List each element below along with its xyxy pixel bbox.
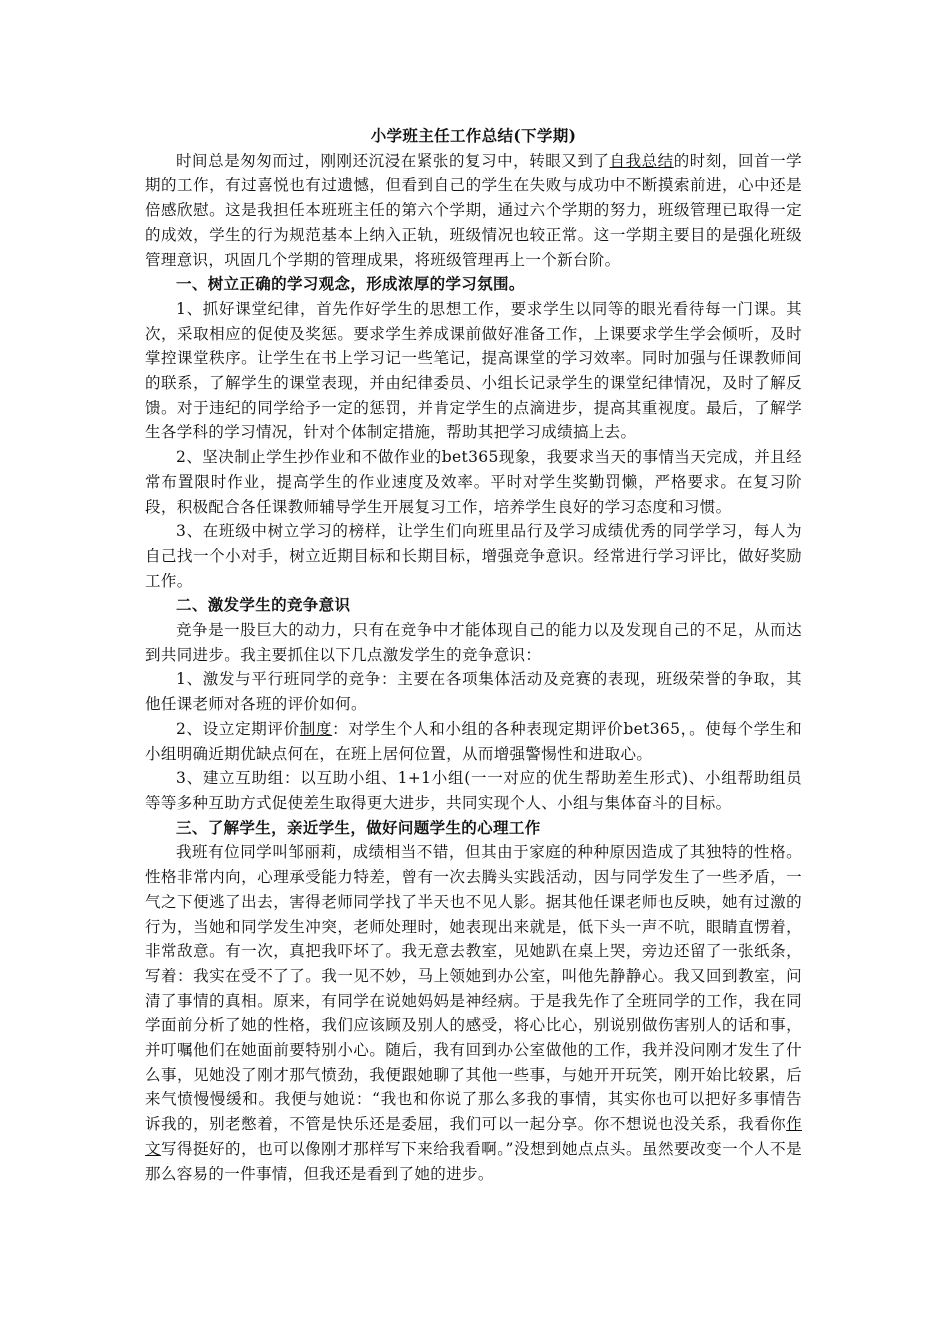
section-2-paragraph-3: 3、建立互助组：以互助小组、1+1小组(一一对应的优生帮助差生形式)、小组帮助组员等等多种互助方式促使差生取得更大进步，共同实现个人、小组与集体奋斗的目标。	[145, 769, 802, 812]
intro-text-1: 时间总是匆匆而过，刚刚还沉浸在紧张的复习中，转眼又到了	[176, 151, 610, 170]
section-2-p2-text-2: ：对学生个人和小组的各种表现定期评价bet365，。使每个学生和小组明确近期优缺点何在，在班上居何位置，从而增强警惕性和进取心。	[145, 719, 802, 763]
intro-paragraph	[145, 149, 802, 273]
section-1-paragraph-3: 3、在班级中树立学习的榜样，让学生们向班里品行及学习成绩优秀的同学学习，每人为自己找一个小对手，树立近期目标和长期目标，增强竞争意识。经常进行学习评比，做好奖励工作。	[145, 522, 802, 590]
intro-text-2: 的时刻，回首一学期的工作，有过喜悦也有过遗憾，但看到自己的学生在失败与成功中不断摸索前进，心中还是倍感欣慰。这是我担任本班班主任的第六个学期，通过六个学期的努力，班级管理已取得一定的成效，学生的行为规范基本上纳入正轨，班级情况也较正常。这一学期主要目的是强化班级管理意识，巩固几个学期的管理成果，将班级管理再上一个新台阶。	[145, 151, 802, 269]
section-3-heading: 三、了解学生，亲近学生，做好问题学生的心理工作	[176, 817, 541, 837]
document-page	[145, 124, 802, 1186]
section-3-paragraph-1	[145, 840, 802, 1186]
section-3-p1-text-2: 写得挺好的，也可以像刚才那样写下来给我看啊。”没想到她点点头。虽然要改变一个人不是那么容易的一件事情，但我还是看到了她的进步。	[145, 1139, 802, 1183]
section-2-intro: 竞争是一股巨大的动力，只有在竞争中才能体现自己的能力以及发现自己的不足，从而达到共同进步。我主要抓住以下几点激发学生的竞争意识：	[145, 621, 802, 664]
document-title: 小学班主任工作总结(下学期)	[370, 126, 577, 145]
section-1-heading: 一、树立正确的学习观念，形成浓厚的学习氛围。	[176, 274, 525, 294]
composition-link[interactable]: 作文	[145, 1115, 802, 1158]
system-link[interactable]: 制度	[299, 719, 333, 738]
section-1-paragraph-2: 2、坚决制止学生抄作业和不做作业的bet365现象，我要求当天的事情当天完成，并且经常布置限时作业，提高学生的作业速度及效率。平时对学生奖勤罚懒，严格要求。在复习阶段，积极配合各任课教师辅导学生开展复习工作，培养学生良好的学习态度和习惯。	[145, 448, 802, 516]
section-2-heading: 二、激发学生的竞争意识	[176, 595, 351, 615]
section-2-p2-text-1: 2、设立定期评价	[176, 719, 300, 738]
section-3-p1-text-1: 我班有位同学叫邹丽莉，成绩相当不错，但其由于家庭的种种原因造成了其独特的性格。性格非常内向，心理承受能力特差，曾有一次去腾头实践活动，因与同学发生了一些矛盾，一气之下便逃了出去，害得老师同学找了半天也不见人影。据其他任课老师也反映，她有过激的行为，当她和同学发生冲突，老师处理时，她表现出来就是，低下头一声不吭，眼睛直愣着，非常敌意。有一次，真把我吓坏了。我无意去教室，见她趴在桌上哭，旁边还留了一张纸条，写着：我实在受不了了。我一见不妙，马上领她到办公室，叫他先静静心。我又回到教室，问清了事情的真相。原来，有同学在说她妈妈是神经病。于是我先作了全班同学的工作，我在同学面前分析了她的性格，我们应该顾及别人的感受，将心比心，别说别做伤害别人的话和事，并叮嘱他们在她面前要特别小心。随后，我有回到办公室做他的工作，我并没问刚才发生了什么事，见她没了刚才那气愤劲，我便跟她聊了其他一些事，与她开开玩笑，刚开始比较累，后来气愤慢慢缓和。我便与她说：“我也和你说了那么多我的事情，其实你也可以把好多事情告诉我的，别老憋着，不管是快乐还是委屈，我们可以一起分享。你不想说也没关系，我看你	[145, 843, 802, 1134]
section-2-paragraph-1: 1、激发与平行班同学的竞争：主要在各项集体活动及竞赛的表现，班级荣誉的争取，其他任课老师对各班的评价如何。	[145, 670, 802, 714]
section-1-paragraph-1: 1、抓好课堂纪律，首先作好学生的思想工作，要求学生以同等的眼光看待每一门课。其次，采取相应的促使及奖惩。要求学生养成课前做好准备工作，上课要求学生学会倾听，及时掌控课堂秩序。让学生在书上学习记一些笔记，提高课堂的学习效率。同时加强与任课教师间的联系，了解学生的课堂表现，并由纪律委员、小组长记录学生的课堂纪律情况，及时了解反馈。对于违纪的同学给予一定的惩罚，并肯定学生的点滴进步，提高其重视度。最后，了解学生各学科的学习情况，针对个体制定措施，帮助其把学习成绩搞上去。	[145, 299, 802, 442]
section-2-paragraph-2	[145, 717, 802, 766]
self-summary-link[interactable]: 自我总结	[609, 151, 674, 170]
